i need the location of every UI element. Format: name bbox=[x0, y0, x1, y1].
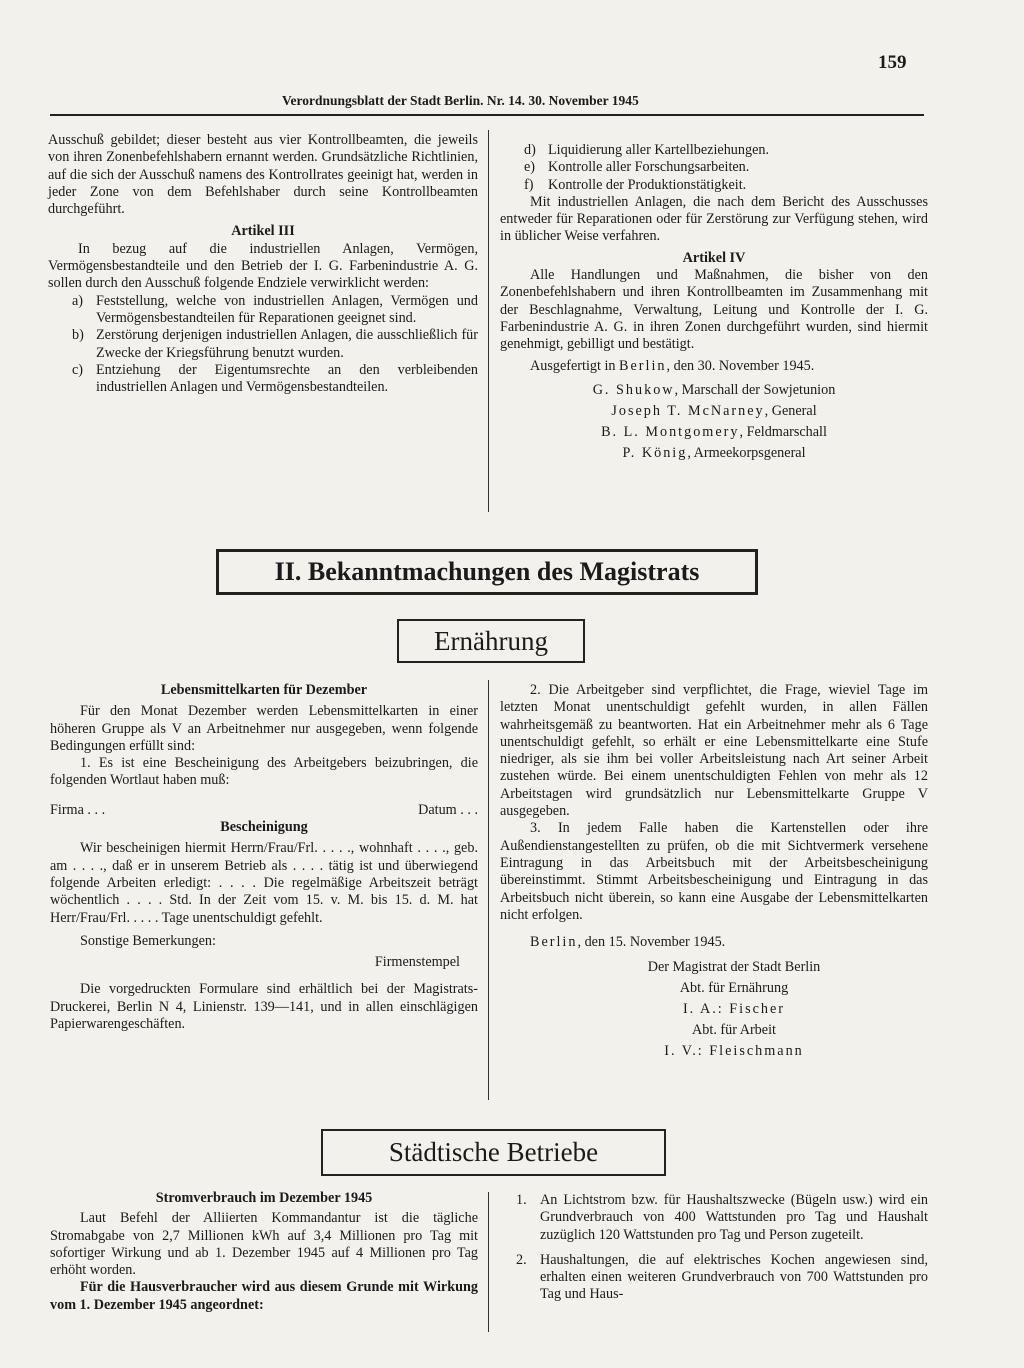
list-item-label: d) bbox=[524, 142, 536, 158]
list-item-text: Liquidierung aller Kartellbeziehungen. bbox=[548, 142, 770, 158]
betriebe-heading-box bbox=[321, 1129, 666, 1176]
section-heading: II. Bekanntmachungen des Magistrats bbox=[274, 557, 700, 586]
list-item-label: a) bbox=[72, 292, 84, 309]
signatory-title: , General bbox=[764, 402, 817, 419]
paragraph: Laut Befehl der Alliierten Kommandantur ist die tägliche Stromabgabe von 2,7 Millionen kWh auf 3,4 Millionen pro Tag mit sofortiger Wirkung und ab 1. Dezember 1945 auf 4 Millionen pro Tag erhöht worden. bbox=[50, 1210, 478, 1279]
ernaehrung-left-column bbox=[50, 682, 478, 1033]
ernaehrung-right-column bbox=[500, 682, 928, 1062]
signatory-name: B. L. Montgomery bbox=[601, 423, 740, 440]
list-item bbox=[524, 159, 928, 176]
signatory-title: , Armeekorpsgeneral bbox=[687, 444, 806, 461]
paragraph: 2. Die Arbeitgeber sind verpflichtet, die Frage, wieviel Tage im letzten Monat unentschuldigt gefehlt wurden, in allen Fällen wahrheitsgemäß zu beantworten. Hat ein Arbeitnehmer mehr als 6 Tage unentschuldigt gefehlt, so erhält er eine Lebensmittelkarte eine Stufe niedriger, als sie ihm bei voller Arbeitsleistung nach Art seiner Arbeit zustehen würde. Bei einem unentschuldigten Fehlen von mehr als 12 Arbeitstagen wird grundsätzlich nur Lebensmittelkarte Gruppe V ausgegeben. bbox=[500, 682, 928, 820]
paragraph: Mit industriellen Anlagen, die nach dem Bericht des Ausschusses entweder für Reparationen oder für Zerstörung zur Verfügung stehen, wird in üblicher Weise verfahren. bbox=[500, 193, 928, 245]
list-item bbox=[524, 142, 928, 159]
date-place: Berlin bbox=[530, 934, 578, 951]
paragraph: Für den Monat Dezember werden Lebensmittelkarten in einer höheren Gruppe als V an Arbeitnehmer nur ausgegeben, wenn folgende Bedingungen erfüllt sind: bbox=[50, 703, 478, 754]
signatory-title: , Marschall der Sowjetunion bbox=[674, 381, 836, 398]
list-item-label: 1. bbox=[516, 1192, 527, 1208]
paragraph: In bezug auf die industriellen Anlagen, Vermögen, Vermögensbestandteile und den Betrieb der I. G. Farbenindustrie A. G. sollen durch den Ausschuß folgende Endziele verwirklicht werden: bbox=[48, 240, 478, 292]
column-divider bbox=[488, 680, 489, 1100]
signature-line: Abt. für Ernährung bbox=[679, 980, 789, 997]
signatory bbox=[500, 401, 928, 422]
paragraph: 3. In jedem Falle haben die Kartenstellen oder ihre Außendienstangestellten zu prüfen, ob die mit Sichtvermerk versehene Eintragung in das Arbeitsbuch mit der Arbeitsbescheinigung übereinstimmt. Stimmt Arbeitsbescheinigung und Eintragung in das Arbeitsbuch nicht überein, so kann eine Ausgabe der Lebensmittelkarten nicht erfolgen. bbox=[500, 820, 928, 923]
signature-line: Der Magistrat der Stadt Berlin bbox=[647, 959, 821, 976]
form-remarks: Sonstige Bemerkungen: bbox=[80, 932, 216, 949]
signature-line: I. V.: Fleischmann bbox=[664, 1043, 804, 1060]
paragraph: Für die Hausverbraucher wird aus diesem Grunde mit Wirkung vom 1. Dezember 1945 angeordnet: bbox=[50, 1279, 478, 1313]
form-datum: Datum . . . bbox=[418, 801, 478, 818]
issued-date: , den 30. November 1945. bbox=[666, 357, 815, 374]
column-divider bbox=[488, 130, 489, 512]
list-item bbox=[524, 177, 928, 194]
signatory-name: P. König bbox=[622, 444, 688, 461]
betriebe-heading: Städtische Betriebe bbox=[388, 1137, 599, 1167]
paragraph: Die vorgedruckten Formulare sind erhältlich bei der Magistrats-Druckerei, Berlin N 4, Linienstr. 139—141, und in allen einschlägigen Papierwarengeschäften. bbox=[50, 981, 478, 1033]
paragraph: Alle Handlungen und Maßnahmen, die bisher von den Zonenbefehlshabern und ihren Kontrollbeamten im Zusammenhang mit der Beschlagnahme, Verwaltung, Leitung und Kontrolle der I. G. Farbenindustrie A. G. in ihren Zonen durchgeführt wurden, sind hiermit genehmigt, gebilligt und bestätigt. bbox=[500, 267, 928, 353]
form-header-row bbox=[50, 802, 478, 819]
list-item-text: Zerstörung derjenigen industriellen Anlagen, die ausschließlich für Zwecke der Kriegsführung benutzt wurden. bbox=[96, 327, 478, 361]
top-left-column bbox=[48, 132, 478, 396]
paragraph: 1. Es ist eine Bescheinigung des Arbeitgebers beizubringen, die folgenden Wortlaut haben muß: bbox=[50, 755, 478, 789]
signatory bbox=[500, 422, 928, 443]
signatures bbox=[500, 957, 928, 1062]
signatory-name: Joseph T. McNarney bbox=[611, 402, 765, 419]
article-heading: Artikel III bbox=[231, 223, 295, 240]
signature-line: I. A.: Fischer bbox=[682, 1001, 786, 1018]
date-line bbox=[500, 934, 928, 951]
section-heading-box bbox=[216, 549, 758, 595]
list bbox=[48, 293, 478, 397]
list-item-text: An Lichtstrom bzw. für Haushaltszwecke (Bügeln usw.) wird ein Grundverbrauch von 400 Wattstunden pro Tag und Haushalt zuzüglich 120 Wattstunden pro Tag und Person zugeteilt. bbox=[540, 1192, 928, 1243]
signature-line: Abt. für Arbeit bbox=[692, 1022, 776, 1039]
signatory bbox=[500, 380, 928, 401]
list bbox=[500, 142, 928, 194]
betriebe-right-column bbox=[516, 1192, 928, 1304]
form-title: Bescheinigung bbox=[220, 819, 308, 836]
notice-title: Lebensmittelkarten für Dezember bbox=[160, 682, 368, 698]
list-item-text: Haushaltungen, die auf elektrisches Kochen angewiesen sind, erhalten einen weiteren Grundverbrauch von 700 Wattstunden pro Tag und Haus- bbox=[540, 1251, 928, 1303]
list-item bbox=[72, 362, 478, 397]
list-item bbox=[72, 327, 478, 362]
notice-title: Stromverbrauch im Dezember 1945 bbox=[155, 1190, 373, 1206]
form-body: Wir bescheinigen hiermit Herrn/Frau/Frl. . . . ., wohnhaft . . . ., geb. am . . . ., daß er in unserem Betrieb als . . . . tätig ist und überwiegend folgende Arbeiten erledigt: . . . . Die regelmäßige Arbeitszeit beträgt wöchentlich . . . . Std. In der Zeit vom 15. v. M. bis 15. d. M. hat Herr/Frau/Frl. . . . . Tage unentschuldigt gefehlt. bbox=[50, 840, 478, 926]
list-item bbox=[516, 1192, 928, 1244]
paragraph: Ausschuß gebildet; dieser besteht aus vier Kontrollbeamten, die jeweils von ihren Zonenbefehlshabern ernannt werden. Grundsätzliche Richtlinien, auf die sich der Ausschuß namens des Kontrollrates geeinigt hat, werden in jeder Zone von dem Befehlshaber durch seine Kontrollbeamten durchgeführt. bbox=[48, 132, 478, 218]
list-item-text: Feststellung, welche von industriellen Anlagen, Vermögen und Vermögensbestandteilen für Reparationen geeignet sind. bbox=[96, 292, 478, 326]
top-right-column bbox=[500, 142, 928, 464]
list-item-label: f) bbox=[524, 176, 534, 193]
date-text: , den 15. November 1945. bbox=[577, 934, 726, 951]
form-stamp: Firmenstempel bbox=[374, 954, 460, 971]
signatory-name: G. Shukow bbox=[592, 381, 675, 398]
page-number: 159 bbox=[878, 52, 907, 73]
list-item bbox=[72, 293, 478, 328]
list-item-label: 2. bbox=[516, 1251, 527, 1268]
list-item-text: Kontrolle der Produktionstätigkeit. bbox=[548, 176, 747, 193]
list-item bbox=[516, 1252, 928, 1304]
issued-place: Berlin bbox=[619, 357, 667, 374]
list-item-text: Kontrolle aller Forschungsarbeiten. bbox=[548, 159, 750, 176]
signatory bbox=[500, 443, 928, 464]
issued-line bbox=[500, 358, 928, 375]
column-divider bbox=[488, 1192, 489, 1332]
list-item-text: Entziehung der Eigentumsrechte an den verbleibenden industriellen Anlagen und Vermögensbestandteilen. bbox=[96, 361, 478, 396]
list-item-label: b) bbox=[72, 327, 84, 344]
ernaehrung-heading-box bbox=[397, 619, 585, 663]
header-rule bbox=[50, 114, 924, 116]
signatures bbox=[500, 380, 928, 464]
running-head: Verordnungsblatt der Stadt Berlin. Nr. 14. 30. November 1945 bbox=[282, 93, 639, 108]
form-firma: Firma . . . bbox=[50, 801, 106, 818]
signatory-title: , Feldmarschall bbox=[739, 423, 827, 440]
betriebe-left-column bbox=[50, 1190, 478, 1314]
article-heading: Artikel IV bbox=[682, 249, 746, 266]
list-item-label: e) bbox=[524, 159, 536, 176]
list-item-label: c) bbox=[72, 361, 84, 378]
issued-prefix: Ausgefertigt in bbox=[530, 357, 616, 374]
ernaehrung-heading: Ernährung bbox=[434, 625, 548, 656]
